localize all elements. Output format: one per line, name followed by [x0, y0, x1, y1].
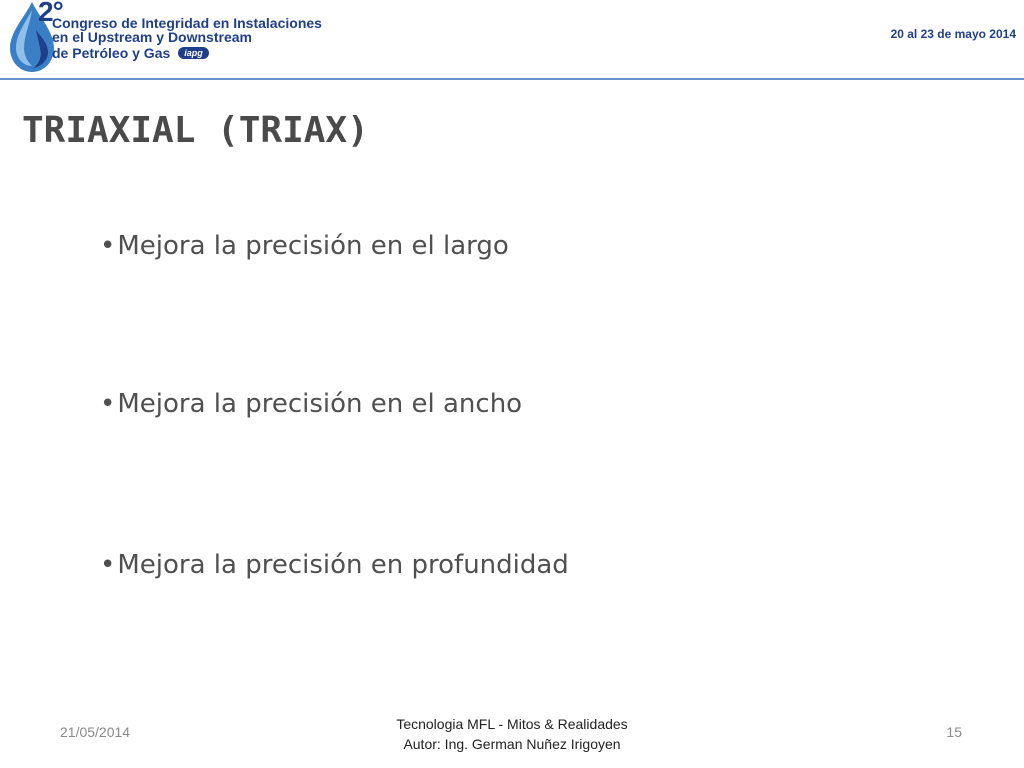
footer-presentation-title: Tecnologia MFL - Mitos & Realidades: [396, 716, 628, 732]
header-divider: [0, 78, 1024, 80]
footer-credits: [362, 714, 662, 754]
footer-date: 21/05/2014: [60, 724, 131, 740]
logo-line-1: Congreso de Integridad en Instalaciones: [52, 15, 322, 31]
slide-header: [0, 0, 1024, 80]
bullet-item: [100, 389, 522, 419]
bullet-text: Mejora la precisión en el largo: [117, 231, 509, 261]
footer-author: Autor: Ing. German Nuñez Irigoyen: [403, 736, 621, 752]
bullet-marker: •: [100, 231, 116, 261]
bullet-text: Mejora la precisión en profundidad: [117, 550, 569, 580]
iapg-badge: iapg: [178, 47, 209, 59]
slide-title: TRIAXIAL (TRIAX): [22, 110, 369, 151]
bullet-marker: •: [100, 550, 116, 580]
bullet-marker: •: [100, 389, 116, 419]
page-number: 15: [946, 724, 962, 740]
logo-line-2: en el Upstream y Downstream: [52, 29, 252, 45]
logo-line-3-text: de Petróleo y Gas: [52, 45, 171, 61]
bullet-item: [100, 231, 509, 261]
logo-number: 2°: [38, 0, 63, 27]
bullet-text: Mejora la precisión en el ancho: [117, 389, 523, 419]
event-date: 20 al 23 de mayo 2014: [890, 27, 1016, 41]
bullet-item: [100, 550, 569, 580]
congress-logo: [6, 0, 326, 76]
logo-line-3: [52, 45, 209, 61]
